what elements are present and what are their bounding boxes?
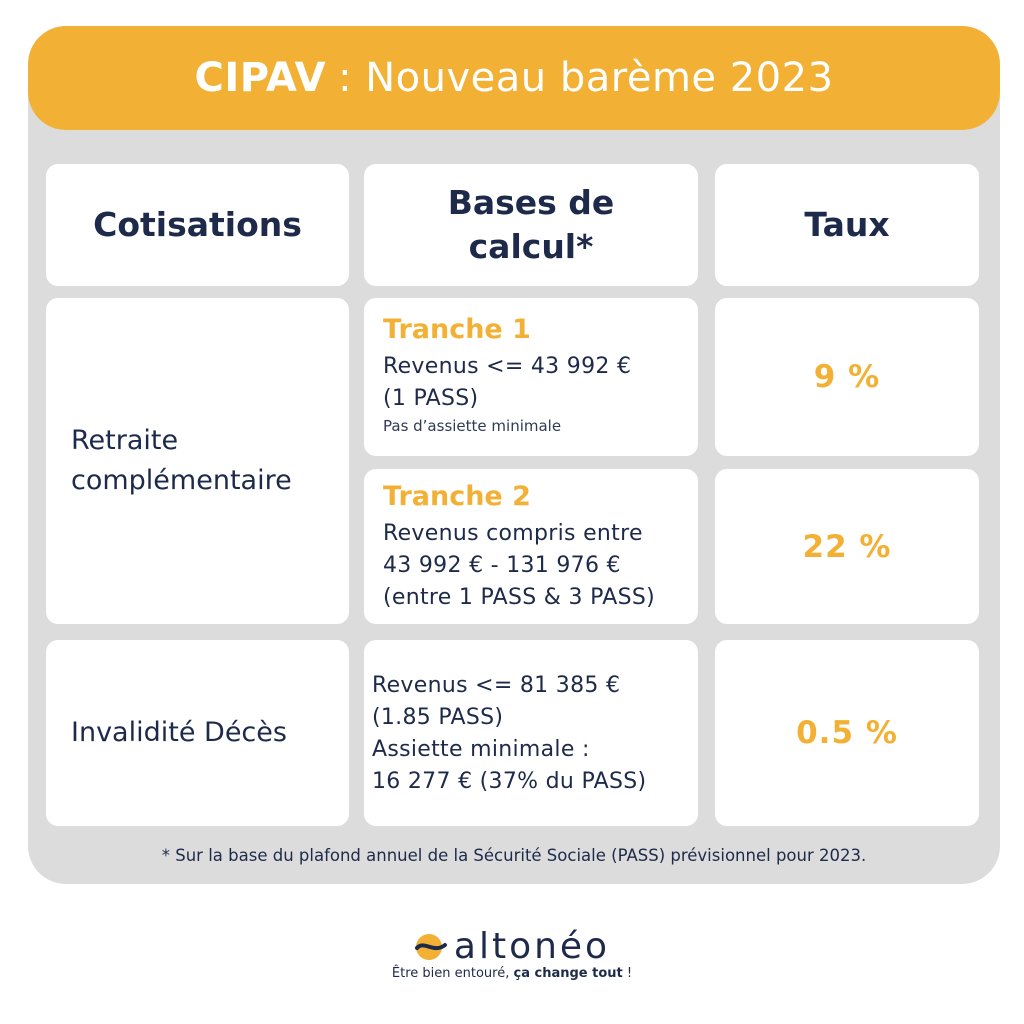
altoneo-logo-icon — [414, 932, 448, 962]
rates-panel — [28, 26, 1000, 884]
row-label-invalidite: Invalidité Décès — [46, 640, 349, 826]
tranche-2-rate: 22 % — [715, 469, 979, 624]
tranche-2-title: Tranche 2 — [383, 481, 531, 512]
tranche-2-line3: (entre 1 PASS & 3 PASS) — [383, 584, 656, 610]
brand-logo — [0, 926, 1024, 967]
invalidite-rate: 0.5 % — [715, 640, 979, 826]
header-bases: Bases de calcul* — [364, 164, 698, 286]
row-label-retraite: Retraite complémentaire — [46, 298, 349, 624]
title-brand: CIPAV — [194, 55, 327, 101]
title-text: : Nouveau barème 2023 — [338, 55, 834, 101]
tranche-2-line1: Revenus compris entre — [383, 521, 643, 546]
invalidite-line2: (1.85 PASS) — [372, 704, 504, 730]
tranche-1-line1: Revenus <= 43 992 € — [383, 354, 632, 379]
tranche-1-line2: (1 PASS) — [383, 385, 479, 411]
tranche-2-line2: 43 992 € - 131 976 € — [383, 552, 621, 578]
tranche-1-rate: 9 % — [715, 298, 979, 456]
invalidite-line4: 16 277 € (37% du PASS) — [372, 768, 647, 794]
header-taux: Taux — [715, 164, 979, 286]
title-banner — [28, 26, 1000, 130]
brand-name: altonéo — [453, 926, 611, 967]
tranche-1-base — [364, 298, 698, 456]
tranche-1-title: Tranche 1 — [383, 314, 531, 345]
footnote: * Sur la base du plafond annuel de la Sécurité Sociale (PASS) prévisionnel pour 2023. — [161, 846, 867, 865]
brand-tagline: Être bien entouré, ça change tout ! — [391, 966, 633, 981]
invalidite-base — [364, 640, 698, 826]
tranche-1-note: Pas d’assiette minimale — [383, 416, 562, 435]
tranche-2-base — [364, 469, 698, 624]
invalidite-line1: Revenus <= 81 385 € — [372, 673, 621, 698]
invalidite-line3: Assiette minimale : — [372, 736, 590, 762]
header-cotisations: Cotisations — [46, 164, 349, 286]
